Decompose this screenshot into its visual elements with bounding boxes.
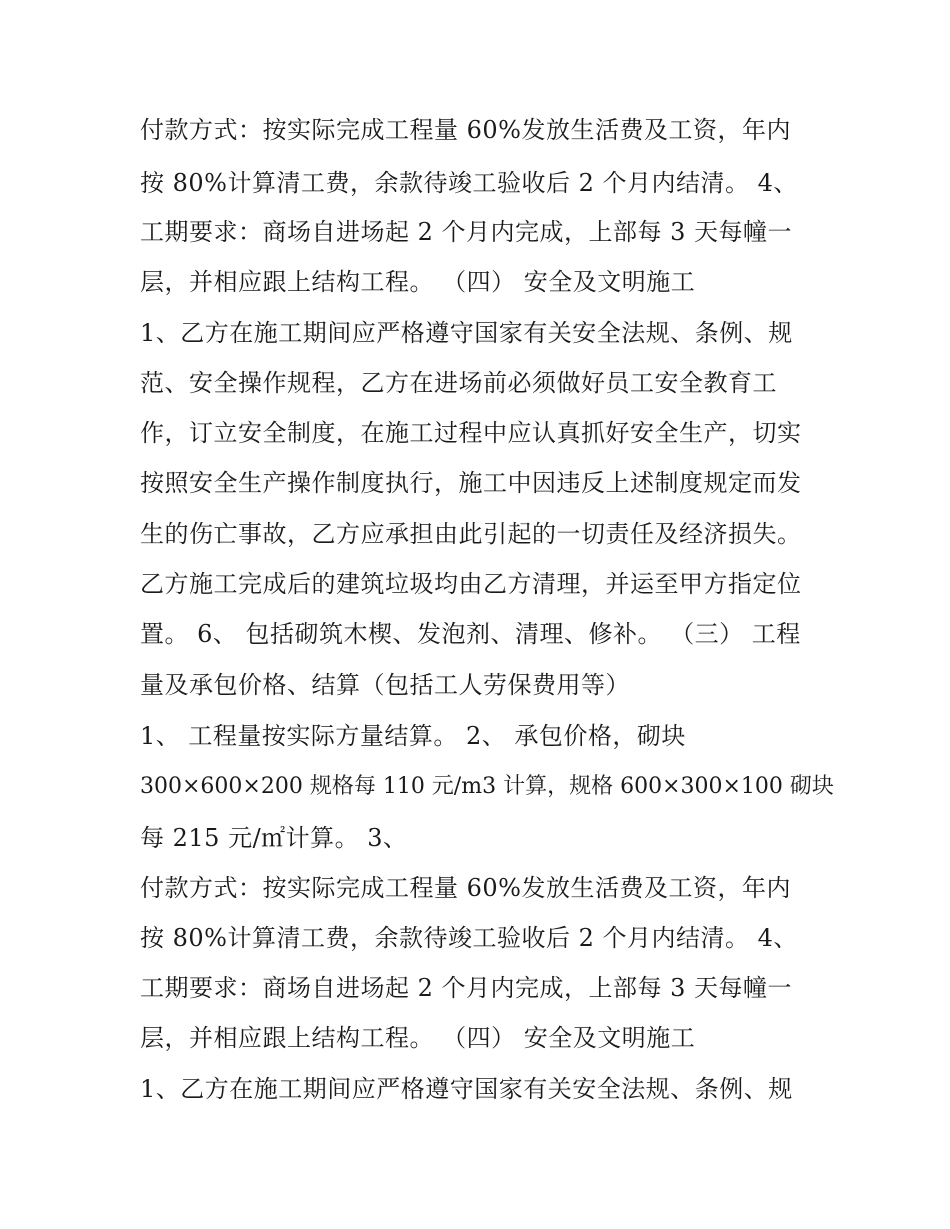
text-line: 工期要求：商场自进场起 2 个月内完成，上部每 3 天每幢一 [140,974,793,1002]
text-line: 乙方施工完成后的建筑垃圾均由乙方清理，并运至甲方指定位 [140,570,802,598]
text-line: 置。 6、 包括砌筑木楔、发泡剂、清理、修补。 （三） 工程 [140,620,801,648]
text-line: 按 80%计算清工费，余款待竣工验收后 2 个月内结清。 4、 [140,924,798,952]
text-line: 1、乙方在施工期间应严格遵守国家有关安全法规、条例、规 [140,1075,793,1103]
text-line: 层，并相应跟上结构工程。 （四） 安全及文明施工 [140,268,696,296]
text-line: 付款方式：按实际完成工程量 60%发放生活费及工资，年内 [140,874,791,902]
text-line: 1、 工程量按实际方量结算。 2、 承包价格，砌块 [140,722,686,750]
text-line: 层，并相应跟上结构工程。 （四） 安全及文明施工 [140,1024,696,1052]
text-line: 1、乙方在施工期间应严格遵守国家有关安全法规、条例、规 [140,319,793,347]
text-line: 工期要求：商场自进场起 2 个月内完成，上部每 3 天每幢一 [140,218,793,246]
text-line: 范、安全操作规程，乙方在进场前必须做好员工安全教育工 [140,369,777,397]
text-line: 按 80%计算清工费，余款待竣工验收后 2 个月内结清。 4、 [140,169,798,197]
text-line: 每 215 元/㎡计算。 3、 [140,824,408,852]
text-line: 300×600×200 规格每 110 元/m3 计算，规格 600×300×100 砌块 [140,774,834,799]
text-line: 作，订立安全制度，在施工过程中应认真抓好安全生产，切实 [140,419,802,447]
text-line: 付款方式：按实际完成工程量 60%发放生活费及工资，年内 [140,116,791,144]
text-line: 生的伤亡事故，乙方应承担由此引起的一切责任及经济损失。 [140,520,802,548]
text-line: 按照安全生产操作制度执行，施工中因违反上述制度规定而发 [140,469,802,497]
text-line: 量及承包价格、结算（包括工人劳保费用等） [140,671,630,699]
